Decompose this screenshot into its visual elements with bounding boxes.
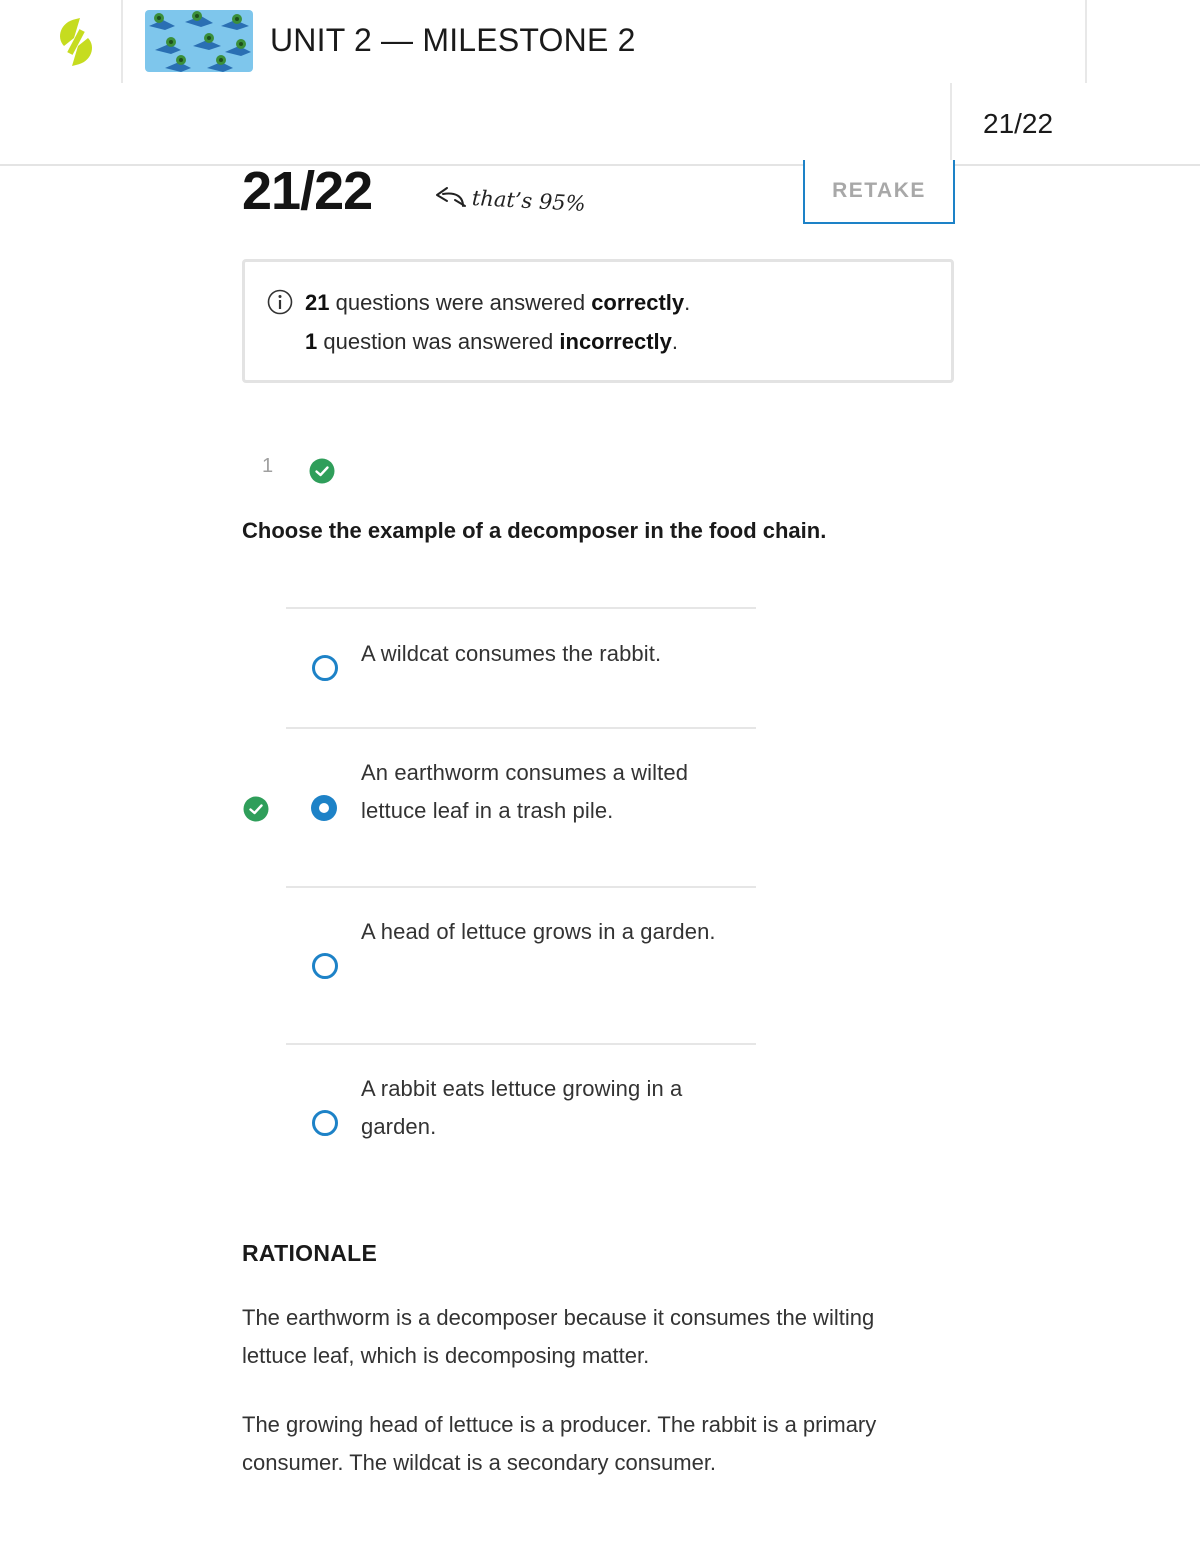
summary-period: . — [684, 290, 691, 315]
option-radio[interactable] — [312, 953, 338, 979]
rationale-paragraph: The earthworm is a decomposer because it consumes the wilting lettuce leaf, which is decomposing matter. — [242, 1305, 875, 1368]
correct-answer-check-icon — [242, 795, 270, 823]
option-label[interactable]: A rabbit eats lettuce growing in a garden. — [361, 1076, 683, 1139]
unit-thumbnail-image — [145, 10, 253, 72]
option-divider — [286, 727, 756, 729]
results-summary-box — [242, 259, 954, 383]
page-title: UNIT 2 — MILESTONE 2 — [270, 22, 636, 58]
option-divider — [286, 886, 756, 888]
rationale-paragraph: The growing head of lettuce is a producer. The rabbit is a primary consumer. The wildcat is a secondary consumer. — [242, 1412, 877, 1475]
option-radio-selected[interactable] — [311, 795, 337, 821]
retake-button[interactable]: RETAKE — [803, 160, 955, 224]
curved-arrow-icon — [433, 186, 467, 212]
header-score: 21/22 — [983, 108, 1054, 139]
correct-word: correctly — [591, 290, 685, 315]
summary-incorrect-line — [305, 329, 678, 355]
option-divider — [286, 1043, 756, 1045]
summary-text: question was answered — [317, 329, 560, 354]
summary-text: questions were answered — [329, 290, 592, 315]
option-label[interactable]: A head of lettuce grows in a garden. — [361, 919, 716, 944]
header-divider — [1085, 0, 1087, 83]
option-radio[interactable] — [312, 1110, 338, 1136]
option-label[interactable]: A wildcat consumes the rabbit. — [361, 641, 662, 666]
question-text: Choose the example of a decomposer in the food chain. — [242, 518, 827, 543]
header-divider — [950, 83, 952, 166]
incorrect-word: incorrectly — [559, 329, 672, 354]
correct-check-icon — [308, 457, 336, 485]
option-radio[interactable] — [312, 655, 338, 681]
header-bottom-border — [952, 164, 1200, 166]
incorrect-count: 1 — [305, 329, 318, 354]
info-icon — [267, 289, 293, 315]
summary-period: . — [671, 329, 679, 354]
header-divider — [121, 0, 123, 83]
score-value: 21/22 — [242, 161, 373, 221]
score-percent-note: that’s 95% — [471, 186, 587, 216]
rationale-heading: RATIONALE — [242, 1240, 378, 1266]
correct-count: 21 — [305, 290, 330, 315]
summary-correct-line — [305, 290, 690, 316]
sophia-leaf-logo-icon[interactable] — [54, 16, 98, 68]
question-number: 1 — [262, 455, 274, 477]
option-divider — [286, 607, 756, 609]
option-label[interactable]: An earthworm consumes a wilted lettuce leaf in a trash pile. — [361, 760, 689, 823]
